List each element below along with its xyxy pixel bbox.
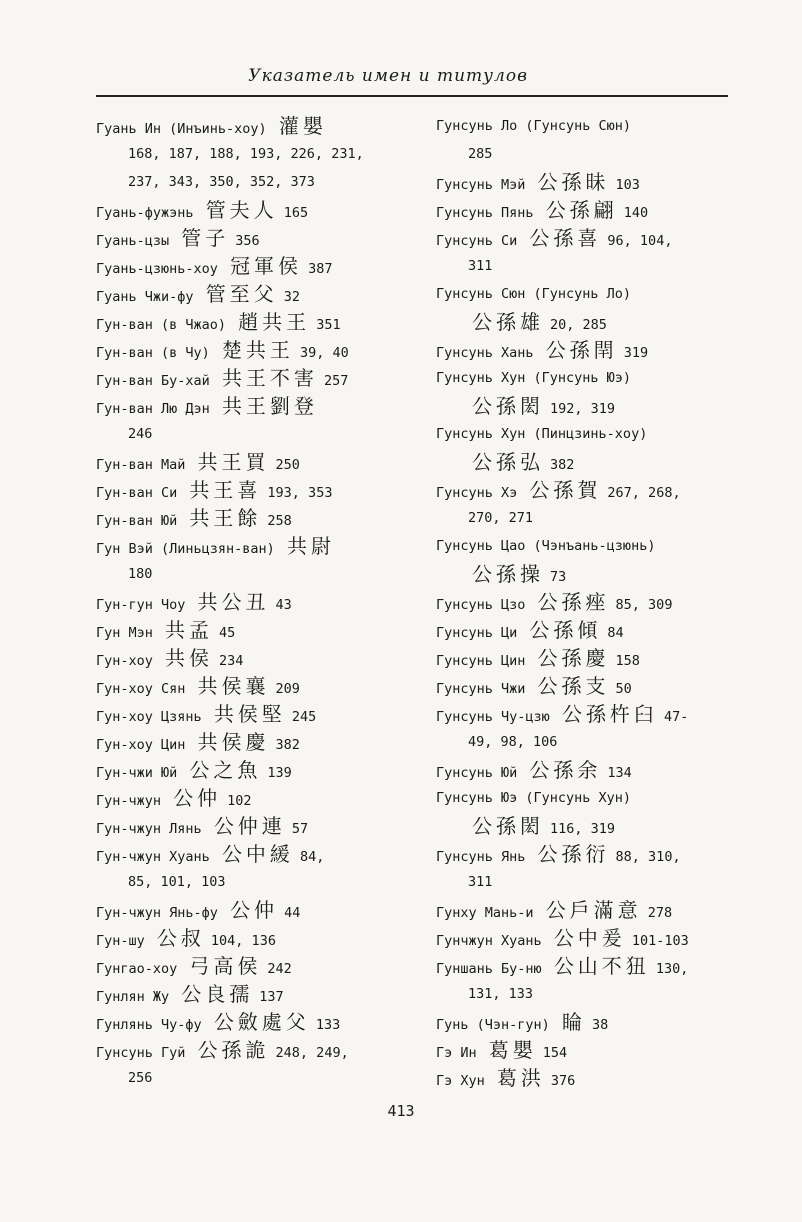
- entry-chinese-characters: 公孫賀: [529, 478, 602, 502]
- entry-page-numbers: 311: [468, 258, 493, 274]
- entry-page-numbers: 96, 104,: [607, 233, 673, 249]
- entry-name: Гэ Хун: [436, 1073, 485, 1089]
- index-column-left: [96, 112, 416, 1092]
- entry-name: Гун-хоу Сян: [96, 681, 186, 697]
- entry-chinese-characters: 公孫傾: [529, 618, 602, 642]
- entry-chinese-characters: 公山不狃: [553, 954, 650, 978]
- entry-name: Гунсунь Пянь: [436, 205, 534, 221]
- entry-name: Гунсунь Сюн (Гунсунь Ло): [436, 286, 632, 302]
- index-entry: [436, 644, 746, 672]
- index-entry: [96, 1008, 416, 1036]
- entry-page-numbers: 140: [623, 205, 649, 221]
- entry-name: Гунлянь Чу-фу: [96, 1017, 202, 1033]
- entry-page-numbers: 257: [323, 373, 349, 389]
- entry-name: Гунсунь Хань: [436, 345, 534, 361]
- index-entry: [436, 112, 746, 140]
- index-entry: [96, 588, 416, 616]
- entry-chinese-characters: 冠軍侯: [230, 254, 303, 278]
- entry-page-numbers: 246: [128, 426, 153, 442]
- index-entry: [436, 280, 746, 308]
- entry-name: Гун-ван Лю Дэн: [96, 401, 210, 417]
- entry-chinese-characters: 公孫閎: [472, 814, 544, 838]
- index-entry: [436, 1064, 746, 1092]
- entry-chinese-characters: 公仲: [230, 898, 279, 922]
- entry-chinese-characters: 公叔: [156, 926, 205, 950]
- index-entry-continuation: [96, 168, 416, 196]
- index-entry: [436, 196, 746, 224]
- entry-page-numbers: 131, 133: [468, 986, 534, 1002]
- entry-page-numbers: 376: [550, 1073, 576, 1089]
- entry-page-numbers: 130,: [655, 961, 689, 977]
- index-entry: [436, 924, 746, 952]
- index-entry: [96, 728, 416, 756]
- index-entry: [96, 196, 416, 224]
- entry-chinese-characters: 公孫余: [529, 758, 602, 782]
- entry-chinese-characters: 共侯: [165, 646, 214, 670]
- index-entry-continuation: [436, 504, 746, 532]
- entry-page-numbers: 180: [128, 566, 153, 582]
- entry-name: Гунсунь Ло (Гунсунь Сюн): [436, 118, 632, 134]
- entry-chinese-characters: 管子: [181, 226, 230, 250]
- entry-page-numbers: 319: [623, 345, 649, 361]
- entry-name: Гунсунь Хун (Пинцзинь-хоу): [436, 426, 648, 442]
- entry-page-numbers: 47-: [663, 709, 689, 725]
- index-entry: [96, 616, 416, 644]
- entry-name: Гунсунь Мэй: [436, 177, 526, 193]
- index-entry: [436, 476, 746, 504]
- entry-name: Гунсунь Чу-цзю: [436, 709, 550, 725]
- entry-name: Гун-ван (в Чжао): [96, 317, 227, 333]
- entry-chinese-characters: 公戶滿意: [545, 898, 642, 922]
- entry-chinese-characters: 弓高侯: [189, 954, 262, 978]
- entry-page-numbers: 382: [550, 457, 575, 473]
- entry-chinese-characters: 公斂處父: [213, 1010, 310, 1034]
- index-entry: [96, 840, 416, 868]
- entry-name: Гуань-цзюнь-хоу: [96, 261, 218, 277]
- index-entry: [96, 476, 416, 504]
- entry-page-numbers: 139: [267, 765, 292, 781]
- entry-page-numbers: 234: [219, 653, 244, 669]
- index-entry: [96, 532, 416, 560]
- header-title: Указатель имен и титулов: [248, 66, 528, 86]
- entry-name: Гуншань Бу-ню: [436, 961, 542, 977]
- index-entry: [96, 504, 416, 532]
- entry-name: Гун Мэн: [96, 625, 153, 641]
- entry-name: Гунсунь Юй: [436, 765, 518, 781]
- index-entry: [96, 224, 416, 252]
- index-entry: [96, 392, 416, 420]
- index-entry-continuation: [436, 812, 746, 840]
- entry-chinese-characters: 公良孺: [181, 982, 254, 1006]
- entry-name: Гун-гун Чоу: [96, 597, 186, 613]
- entry-name: Гун-хоу Цзянь: [96, 709, 202, 725]
- entry-name: Гунсунь Цин: [436, 653, 526, 669]
- entry-chinese-characters: 管至父: [205, 282, 278, 306]
- entry-name: Гуань Ин (Инъинь-хоу): [96, 121, 267, 137]
- index-entry: [436, 588, 746, 616]
- entry-page-numbers: 50: [615, 681, 632, 697]
- entry-name: Гун-хоу Цин: [96, 737, 186, 753]
- entry-name: Гунху Мань-и: [436, 905, 534, 921]
- index-entry: [436, 532, 746, 560]
- entry-chinese-characters: 公孫慶: [537, 646, 610, 670]
- entry-page-numbers: 267, 268,: [607, 485, 681, 501]
- index-entry-continuation: [436, 140, 746, 168]
- index-entry: [96, 364, 416, 392]
- entry-page-numbers: 39, 40: [299, 345, 349, 361]
- entry-page-numbers: 101-103: [631, 933, 689, 949]
- entry-chinese-characters: 公孫操: [472, 562, 544, 586]
- index-entry: [96, 644, 416, 672]
- entry-page-numbers: 134: [607, 765, 632, 781]
- entry-page-numbers: 84,: [299, 849, 325, 865]
- index-entry: [96, 336, 416, 364]
- index-entry-continuation: [436, 980, 746, 1008]
- index-entry: [436, 896, 746, 924]
- index-entry: [436, 840, 746, 868]
- index-entry-continuation: [96, 868, 416, 896]
- entry-name: Гун-ван (в Чу): [96, 345, 210, 361]
- index-entry: [436, 364, 746, 392]
- entry-name: Гунсунь Юэ (Гунсунь Хун): [436, 790, 632, 806]
- entry-page-numbers: 356: [235, 233, 260, 249]
- entry-page-numbers: 20, 285: [550, 317, 607, 333]
- index-entry: [436, 336, 746, 364]
- index-entry: [436, 616, 746, 644]
- entry-chinese-characters: 共王餘: [189, 506, 262, 530]
- entry-page-numbers: 248, 249,: [275, 1045, 349, 1061]
- entry-name: Гунсунь Ци: [436, 625, 518, 641]
- entry-chinese-characters: 公孫雄: [472, 310, 544, 334]
- index-entry: [96, 896, 416, 924]
- index-entry-continuation: [436, 560, 746, 588]
- entry-name: Гун-чжун Лянь: [96, 821, 202, 837]
- index-entry: [436, 952, 746, 980]
- entry-page-numbers: 245: [291, 709, 317, 725]
- entry-chinese-characters: 共王買: [197, 450, 270, 474]
- entry-name: Гун-чжун Хуань: [96, 849, 210, 865]
- index-entry: [436, 672, 746, 700]
- entry-name: Гун-хоу: [96, 653, 153, 669]
- entry-page-numbers: 285: [468, 146, 493, 162]
- entry-chinese-characters: 公孫喜: [529, 226, 602, 250]
- entry-chinese-characters: 管夫人: [205, 198, 278, 222]
- entry-page-numbers: 73: [550, 569, 567, 585]
- index-entry-continuation: [436, 448, 746, 476]
- entry-name: Гунсунь Си: [436, 233, 518, 249]
- entry-name: Гун-ван Май: [96, 457, 186, 473]
- entry-chinese-characters: 葛洪: [496, 1066, 545, 1090]
- entry-chinese-characters: 睔: [561, 1010, 586, 1034]
- index-entry-continuation: [96, 1064, 416, 1092]
- entry-page-numbers: 44: [284, 905, 301, 921]
- index-entry-continuation: [96, 420, 416, 448]
- entry-page-numbers: 168, 187, 188, 193, 226, 231,: [128, 146, 364, 162]
- index-entry-continuation: [436, 868, 746, 896]
- entry-page-numbers: 154: [542, 1045, 568, 1061]
- entry-page-numbers: 85, 309: [615, 597, 673, 613]
- entry-page-numbers: 103: [615, 177, 640, 193]
- entry-name: Гунгао-хоу: [96, 961, 178, 977]
- entry-name: Гунсунь Цао (Чэнъань-цзюнь): [436, 538, 656, 554]
- entry-name: Гунлян Жу: [96, 989, 170, 1005]
- entry-page-numbers: 104, 136: [210, 933, 276, 949]
- entry-chinese-characters: 公中爰: [553, 926, 626, 950]
- entry-chinese-characters: 灌嬰: [278, 114, 327, 138]
- page-number: 413: [387, 1102, 415, 1120]
- entry-chinese-characters: 共侯襄: [197, 674, 270, 698]
- entry-page-numbers: 351: [316, 317, 341, 333]
- entry-page-numbers: 45: [219, 625, 236, 641]
- entry-name: Гун Вэй (Линьцзян-ван): [96, 541, 275, 557]
- entry-chinese-characters: 公仲連: [213, 814, 286, 838]
- index-entry: [96, 308, 416, 336]
- entry-page-numbers: 278: [647, 905, 673, 921]
- entry-chinese-characters: 公孫痤: [537, 590, 610, 614]
- index-entry: [96, 924, 416, 952]
- entry-name: Гунсунь Цзо: [436, 597, 526, 613]
- index-entry: [96, 280, 416, 308]
- entry-chinese-characters: 趙共王: [238, 310, 311, 334]
- index-entry: [96, 252, 416, 280]
- index-entry: [436, 784, 746, 812]
- entry-page-numbers: 38: [591, 1017, 609, 1033]
- index-entry: [436, 756, 746, 784]
- entry-page-numbers: 209: [275, 681, 300, 697]
- entry-chinese-characters: 公孫支: [537, 674, 610, 698]
- entry-page-numbers: 192, 319: [550, 401, 616, 417]
- entry-page-numbers: 137: [259, 989, 284, 1005]
- entry-name: Гунсунь Янь: [436, 849, 526, 865]
- index-entry-continuation: [436, 308, 746, 336]
- entry-chinese-characters: 共王不害: [221, 366, 318, 390]
- index-entry-continuation: [96, 140, 416, 168]
- entry-page-numbers: 85, 101, 103: [128, 874, 226, 890]
- entry-page-numbers: 133: [315, 1017, 341, 1033]
- index-entry: [436, 700, 746, 728]
- index-column-right: [436, 112, 746, 1092]
- entry-name: Гунсунь Хун (Гунсунь Юэ): [436, 370, 632, 386]
- entry-chinese-characters: 公孫閈: [545, 338, 618, 362]
- entry-page-numbers: 311: [468, 874, 493, 890]
- entry-chinese-characters: 共公丑: [197, 590, 270, 614]
- entry-page-numbers: 158: [615, 653, 640, 669]
- entry-name: Гун-чжун: [96, 793, 162, 809]
- entry-page-numbers: 237, 343, 350, 352, 373: [128, 174, 315, 190]
- entry-page-numbers: 256: [128, 1070, 153, 1086]
- entry-page-numbers: 49, 98, 106: [468, 734, 558, 750]
- running-header: [96, 66, 728, 86]
- index-entry: [436, 224, 746, 252]
- entry-chinese-characters: 公孫詭: [197, 1038, 270, 1062]
- entry-chinese-characters: 共尉: [286, 534, 335, 558]
- entry-name: Гун-чжун Янь-фу: [96, 905, 218, 921]
- index-entry-continuation: [96, 560, 416, 588]
- entry-chinese-characters: 葛嬰: [488, 1038, 537, 1062]
- index-entry: [96, 980, 416, 1008]
- index-entry: [436, 1036, 746, 1064]
- index-entry-continuation: [436, 252, 746, 280]
- entry-chinese-characters: 公孫衍: [537, 842, 610, 866]
- index-entry: [96, 1036, 416, 1064]
- entry-chinese-characters: 共王喜: [189, 478, 262, 502]
- entry-chinese-characters: 共孟: [165, 618, 214, 642]
- index-entry-continuation: [436, 392, 746, 420]
- index-entry: [96, 448, 416, 476]
- entry-chinese-characters: 公孫弘: [472, 450, 544, 474]
- entry-name: Гун-шу: [96, 933, 145, 949]
- entry-name: Гунь (Чэн-гун): [436, 1017, 550, 1033]
- entry-page-numbers: 382: [275, 737, 300, 753]
- entry-name: Гуань-фужэнь: [96, 205, 194, 221]
- entry-page-numbers: 88, 310,: [615, 849, 681, 865]
- entry-chinese-characters: 共侯慶: [197, 730, 270, 754]
- entry-chinese-characters: 公孫杵臼: [561, 702, 658, 726]
- index-entry: [436, 420, 746, 448]
- index-entry: [436, 1008, 746, 1036]
- entry-page-numbers: 32: [283, 289, 300, 305]
- entry-chinese-characters: 楚共王: [221, 338, 294, 362]
- entry-page-numbers: 57: [291, 821, 309, 837]
- entry-page-numbers: 258: [267, 513, 292, 529]
- entry-page-numbers: 165: [283, 205, 309, 221]
- entry-name: Гун-ван Бу-хай: [96, 373, 210, 389]
- entry-name: Гунсунь Чжи: [436, 681, 526, 697]
- index-entry: [96, 756, 416, 784]
- entry-chinese-characters: 公孫昧: [537, 170, 610, 194]
- entry-name: Гунчжун Хуань: [436, 933, 542, 949]
- entry-chinese-characters: 公之魚: [189, 758, 262, 782]
- entry-page-numbers: 242: [267, 961, 292, 977]
- index-entry: [96, 700, 416, 728]
- index-entry: [96, 952, 416, 980]
- entry-page-numbers: 84: [607, 625, 624, 641]
- index-entry: [96, 112, 416, 140]
- entry-chinese-characters: 公仲: [173, 786, 222, 810]
- entry-page-numbers: 116, 319: [550, 821, 616, 837]
- index-entry: [96, 672, 416, 700]
- entry-name: Гэ Ин: [436, 1045, 477, 1061]
- entry-chinese-characters: 共侯堅: [213, 702, 286, 726]
- entry-name: Гунсунь Хэ: [436, 485, 518, 501]
- entry-name: Гун-ван Си: [96, 485, 178, 501]
- entry-chinese-characters: 公孫閎: [472, 394, 544, 418]
- entry-chinese-characters: 共王劉登: [221, 394, 318, 418]
- index-entry: [96, 812, 416, 840]
- entry-chinese-characters: 公中緩: [221, 842, 294, 866]
- entry-name: Гун-чжи Юй: [96, 765, 178, 781]
- index-entry: [436, 168, 746, 196]
- entry-page-numbers: 387: [308, 261, 333, 277]
- index-entry: [96, 784, 416, 812]
- entry-chinese-characters: 公孫翩: [545, 198, 618, 222]
- entry-name: Гун-ван Юй: [96, 513, 178, 529]
- entry-page-numbers: 193, 353: [267, 485, 333, 501]
- index-entry-continuation: [436, 728, 746, 756]
- header-rule: [96, 95, 728, 97]
- entry-page-numbers: 102: [227, 793, 252, 809]
- entry-page-numbers: 250: [275, 457, 300, 473]
- entry-name: Гуань-цзы: [96, 233, 170, 249]
- entry-page-numbers: 43: [275, 597, 292, 613]
- entry-name: Гуань Чжи-фу: [96, 289, 194, 305]
- entry-page-numbers: 270, 271: [468, 510, 534, 526]
- entry-name: Гунсунь Гуй: [96, 1045, 186, 1061]
